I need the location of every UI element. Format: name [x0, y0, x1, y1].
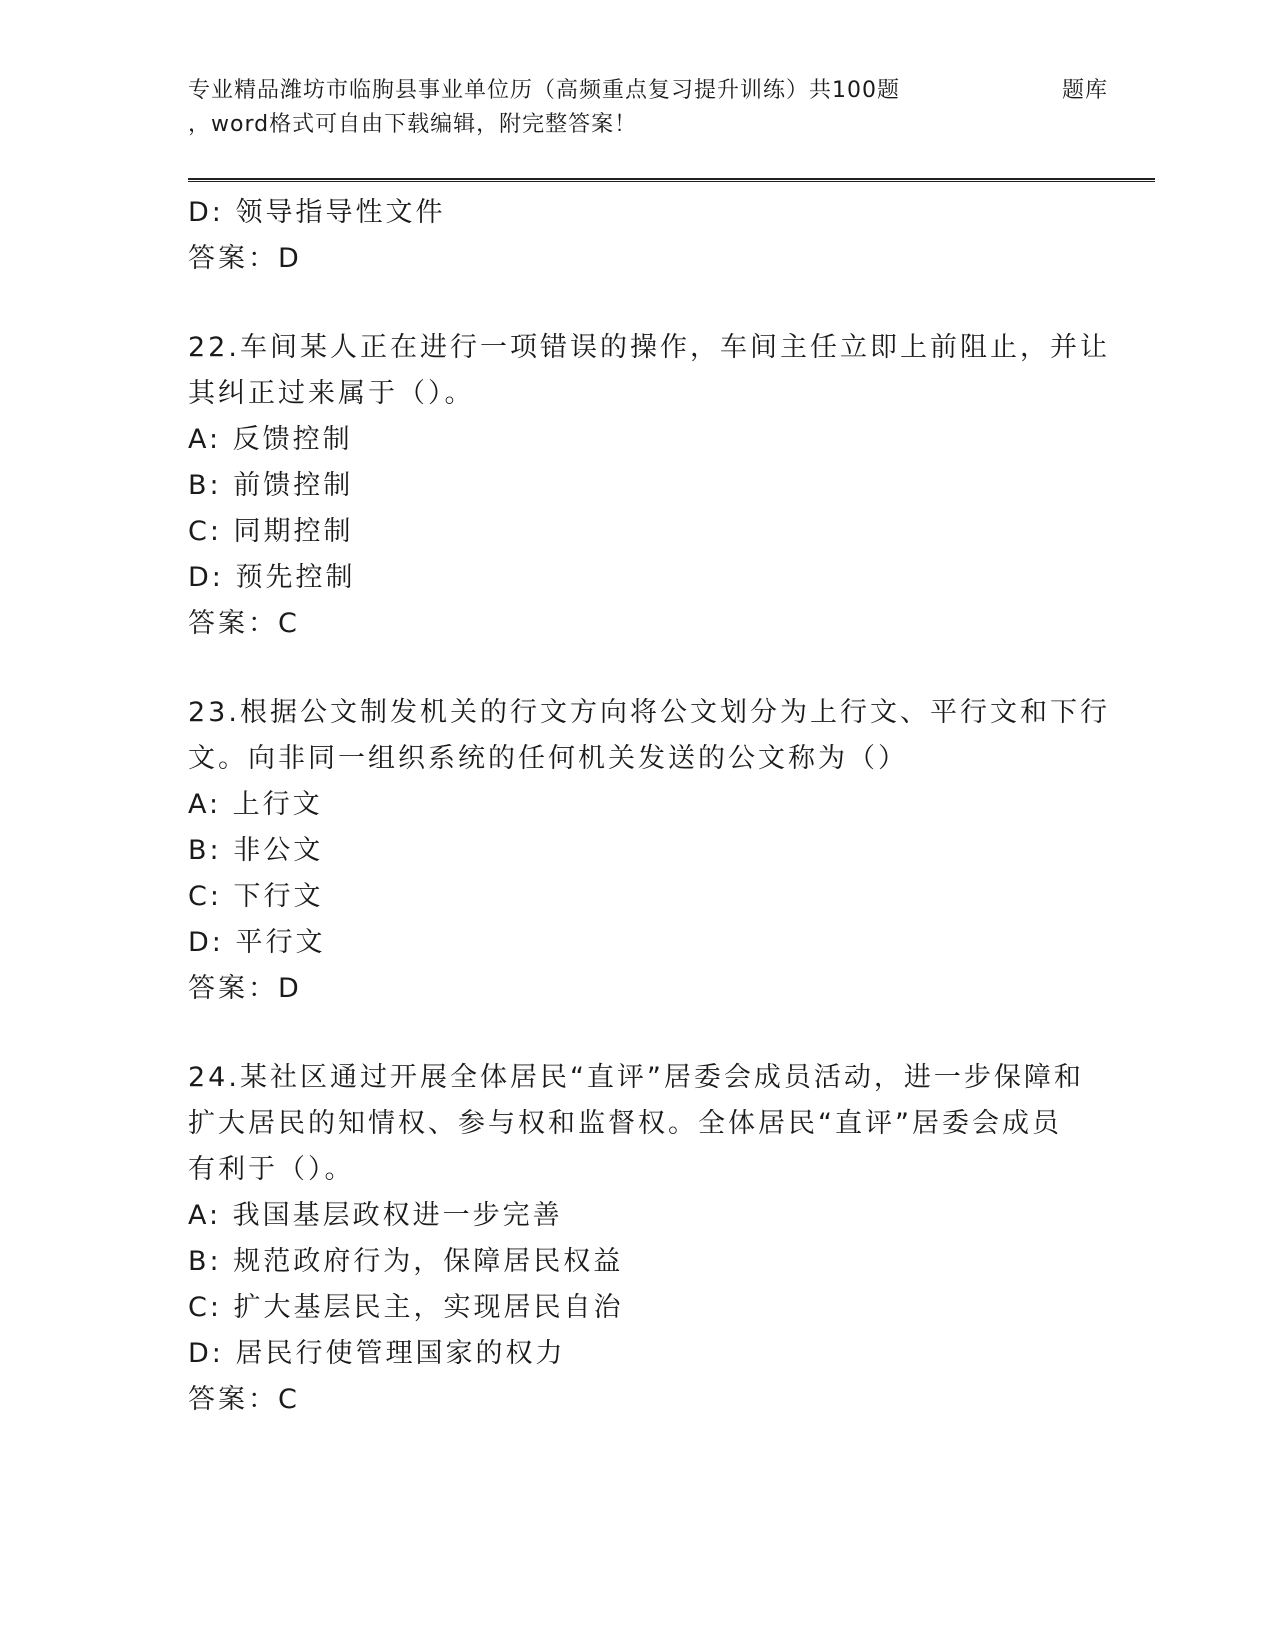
option-d: D: 平行文	[188, 927, 326, 958]
question-text-line: 23.根据公文制发机关的行文方向将公文划分为上行文、平行文和下行	[188, 697, 1110, 728]
option-c: C: 扩大基层民主，实现居民自治	[188, 1292, 624, 1323]
option-b: B: 前馈控制	[188, 470, 354, 501]
spacer	[188, 1012, 1088, 1055]
spacer	[188, 647, 1088, 690]
header-divider	[188, 178, 1155, 182]
question-text-line: 有利于（）。	[188, 1154, 355, 1185]
question-text-line: 24.某社区通过开展全体居民“直评”居委会成员活动，进一步保障和	[188, 1062, 1084, 1093]
option-b: B: 非公文	[188, 835, 324, 866]
question-text-line: 扩大居民的知情权、参与权和监督权。全体居民“直评”居委会成员	[188, 1108, 1062, 1139]
answer-line: 答案：D	[188, 973, 302, 1004]
header-tag: 题库	[1061, 78, 1108, 103]
option-a: A: 反馈控制	[188, 424, 353, 455]
document-title: 专业精品潍坊市临朐县事业单位历（高频重点复习提升训练）共100题	[188, 78, 900, 103]
question-23	[188, 690, 1110, 1012]
question-text-line: 其纠正过来属于（）。	[188, 378, 475, 409]
option-b: B: 规范政府行为，保障居民权益	[188, 1246, 624, 1277]
option-c: C: 同期控制	[188, 516, 354, 547]
document-subtitle: ，word格式可自由下载编辑，附完整答案！	[188, 112, 638, 137]
header-line	[188, 74, 1148, 108]
answer-line: 答案：D	[188, 243, 302, 274]
question-content	[188, 190, 1110, 1423]
page-header	[188, 74, 1148, 142]
option-a: A: 我国基层政权进一步完善	[188, 1200, 563, 1231]
option-c: C: 下行文	[188, 881, 324, 912]
option-a: A: 上行文	[188, 789, 323, 820]
question-24	[188, 1055, 1088, 1423]
question-text-line: 22.车间某人正在进行一项错误的操作，车间主任立即上前阻止，并让	[188, 332, 1110, 363]
answer-line: 答案：C	[188, 1384, 300, 1415]
option-d: D: 居民行使管理国家的权力	[188, 1338, 566, 1369]
option-d: D: 预先控制	[188, 562, 356, 593]
answer-line: 答案：C	[188, 608, 300, 639]
question-text-line: 文。向非同一组织系统的任何机关发送的公文称为（）	[188, 743, 908, 774]
question-22	[188, 325, 1110, 647]
option-d: D: 领导指导性文件	[188, 197, 446, 228]
spacer	[188, 282, 1088, 325]
